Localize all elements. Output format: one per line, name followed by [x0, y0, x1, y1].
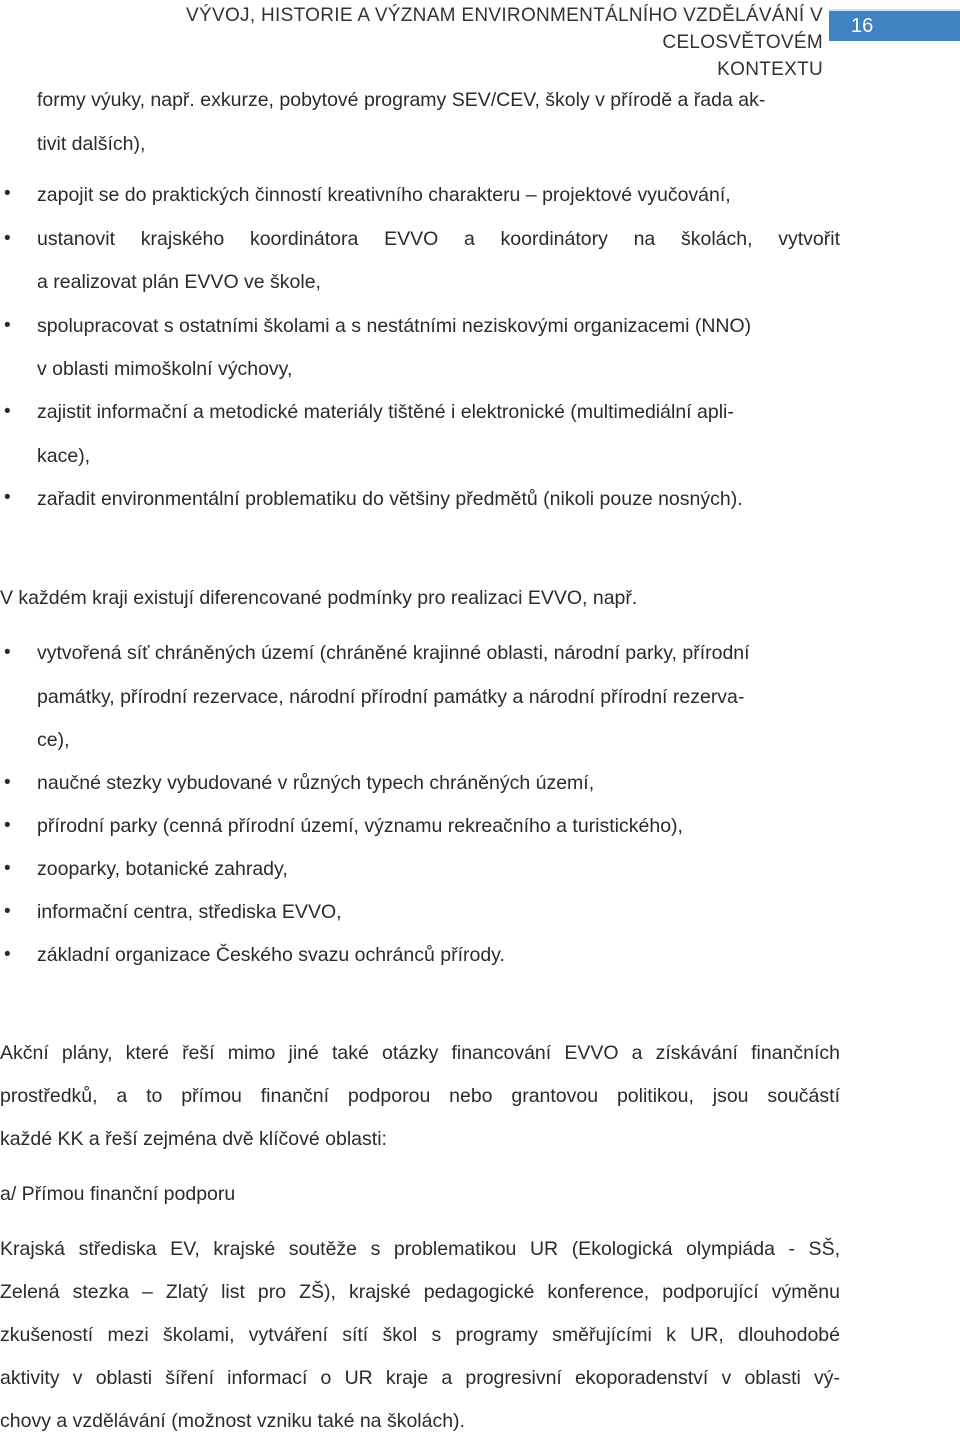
- list-item-continuation: a realizovat plán EVVO ve škole,: [37, 271, 321, 293]
- list-item: přírodní parky (cenná přírodní území, významu rekreačního a turistického),: [37, 815, 683, 837]
- bullet-icon: •: [4, 944, 11, 965]
- bullet-icon: •: [4, 183, 11, 204]
- paragraph-line: Zelená stezka – Zlatý list pro ZŠ), krajské pedagogické konference, podporující výměnu: [0, 1281, 840, 1303]
- header-title-line-2: KONTEXTU: [717, 59, 823, 80]
- list-item: zapojit se do praktických činností kreativního charakteru – projektové vyučování,: [37, 184, 731, 206]
- list-continuation-line-1: formy výuky, např. exkurze, pobytové programy SEV/CEV, školy v přírodě a řada ak-: [37, 89, 766, 111]
- intro-sentence: V každém kraji existují diferencované podmínky pro realizaci EVVO, např.: [0, 587, 638, 609]
- list-item-continuation: v oblasti mimoškolní výchovy,: [37, 358, 293, 380]
- page-number: 16: [851, 15, 874, 37]
- list-item: vytvořená síť chráněných území (chráněné krajinné oblasti, národní parky, přírodní: [37, 642, 750, 664]
- paragraph-line: prostředků, a to přímou finanční podporou nebo grantovou politikou, jsou součástí: [0, 1085, 840, 1107]
- bullet-icon: •: [4, 815, 11, 836]
- page-number-badge: [829, 9, 960, 41]
- list-item: spolupracovat s ostatními školami a s nestátními neziskovými organizacemi (NNO): [37, 315, 752, 337]
- bullet-icon: •: [4, 642, 11, 663]
- page-header: [0, 0, 960, 80]
- running-header-title: [63, 2, 823, 83]
- list-continuation-line-2: tivit dalších),: [37, 133, 146, 155]
- paragraph-line: každé KK a řeší zejména dvě klíčové oblasti:: [0, 1128, 387, 1150]
- paragraph-line: chovy a vzdělávání (možnost vzniku také na školách).: [0, 1410, 465, 1432]
- bullet-icon: •: [4, 772, 11, 793]
- paragraph-line: zkušeností mezi školami, vytváření sítí škol s programy směřujícími k UR, dlouhodobé: [0, 1324, 840, 1346]
- list-item: naučné stezky vybudované v různých typech chráněných území,: [37, 772, 595, 794]
- subheading: a/ Přímou finanční podporu: [0, 1183, 236, 1205]
- bullet-icon: •: [4, 901, 11, 922]
- list-item: informační centra, střediska EVVO,: [37, 901, 342, 923]
- paragraph-line: Akční plány, které řeší mimo jiné také otázky financování EVVO a získávání finančních: [0, 1042, 840, 1064]
- bullet-icon: •: [4, 401, 11, 422]
- list-item: zařadit environmentální problematiku do většiny předmětů (nikoli pouze nosných).: [37, 488, 743, 510]
- bullet-icon: •: [4, 315, 11, 336]
- bullet-icon: •: [4, 858, 11, 879]
- list-item: zooparky, botanické zahrady,: [37, 858, 288, 880]
- paragraph-line: Krajská střediska EV, krajské soutěže s problematikou UR (Ekologická olympiáda - SŠ,: [0, 1238, 840, 1260]
- list-item: ustanovit krajského koordinátora EVVO a koordinátory na školách, vytvořit: [37, 228, 840, 250]
- header-title-line-1: VÝVOJ, HISTORIE A VÝZNAM ENVIRONMENTÁLNÍHO VZDĚLÁVÁNÍ V CELOSVĚTOVÉM: [186, 5, 823, 53]
- list-item-continuation: ce),: [37, 729, 70, 751]
- list-item: základní organizace Českého svazu ochránců přírody.: [37, 944, 505, 966]
- bullet-icon: •: [4, 487, 11, 508]
- bullet-icon: •: [4, 228, 11, 249]
- paragraph-line: aktivity v oblasti šíření informací o UR kraje a progresivní ekoporadenství v oblasti vý-: [0, 1367, 840, 1389]
- list-item: zajistit informační a metodické materiály tištěné i elektronické (multimediální apli-: [37, 401, 734, 423]
- list-item-continuation: kace),: [37, 445, 91, 467]
- list-item-continuation: památky, přírodní rezervace, národní přírodní památky a národní přírodní rezerva-: [37, 686, 745, 708]
